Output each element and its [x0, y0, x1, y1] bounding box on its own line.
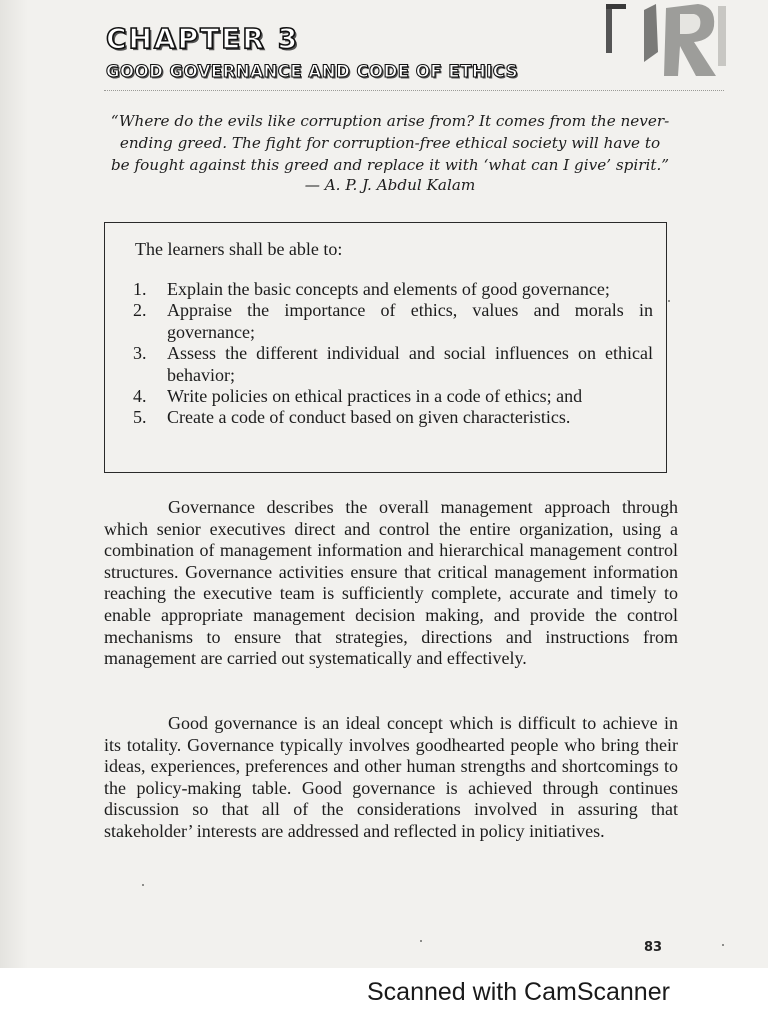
objective-number: 1. [133, 279, 147, 299]
scan-speck [722, 944, 724, 946]
epigraph-quote: “Where do the evils like corruption arise from? It comes from the never-ending greed. The fight for corruption-free ethical society will have to be fought against this greed and replace it with ‘what can I give’ spirit.” [110, 112, 670, 174]
epigraph-author: — A. P. J. Abdul Kalam [304, 176, 476, 194]
scan-shadow [0, 0, 28, 1024]
objective-item [133, 279, 653, 300]
camscanner-watermark: Scanned with CamScanner [367, 978, 670, 1006]
chapter-title: CHAPTER 3 [106, 22, 300, 55]
objective-item [133, 300, 653, 343]
body-paragraph: Governance describes the overall management approach through which senior executives direct and control the entire organization, using a combination of management information and hierarchical management control structures. Governance activities ensure that critical management information reaching the executive team is sufficiently complete, accurate and timely to enable appropriate management decision making, and provide the control mechanisms to ensure that strategies, directions and instructions from management are carried out systematically and effectively. [104, 497, 678, 669]
page-number: 83 [644, 940, 663, 955]
objective-number: 4. [133, 386, 147, 407]
objective-item [133, 407, 653, 428]
objective-item [133, 343, 653, 386]
objective-number: 3. [133, 343, 147, 364]
scan-speck [668, 300, 670, 302]
scan-speck [142, 884, 144, 886]
objective-text: Assess the different individual and social influences on ethical behavior; [167, 343, 653, 385]
chapter-decoration-graphic [598, 0, 730, 80]
scan-speck [420, 940, 422, 942]
learning-objectives-box [104, 222, 667, 473]
objectives-intro: The learners shall be able to: [135, 239, 343, 259]
objective-number: 5. [133, 407, 147, 428]
body-paragraph: Good governance is an ideal concept which is difficult to achieve in its totality. Governance typically involves goodhearted people who bring their ideas, experiences, preferences and other human strengths and shortcomings to the policy-making table. Good governance is achieved through continues discussion so that all of the considerations involved in assuring that stakeholder’ interests are addressed and reflected in policy initiatives. [104, 713, 678, 841]
objective-item [133, 386, 653, 407]
objectives-list [133, 279, 653, 429]
objective-text: Appraise the importance of ethics, values and morals in governance; [167, 300, 653, 342]
objective-text: Create a code of conduct based on given characteristics. [167, 407, 571, 428]
header-divider [104, 90, 724, 91]
objective-text: Write policies on ethical practices in a code of ethics; and [167, 386, 583, 407]
objective-text: Explain the basic concepts and elements of good governance; [167, 279, 610, 299]
chapter-subtitle: GOOD GOVERNANCE AND CODE OF ETHICS [106, 62, 519, 81]
objective-number: 2. [133, 300, 147, 321]
